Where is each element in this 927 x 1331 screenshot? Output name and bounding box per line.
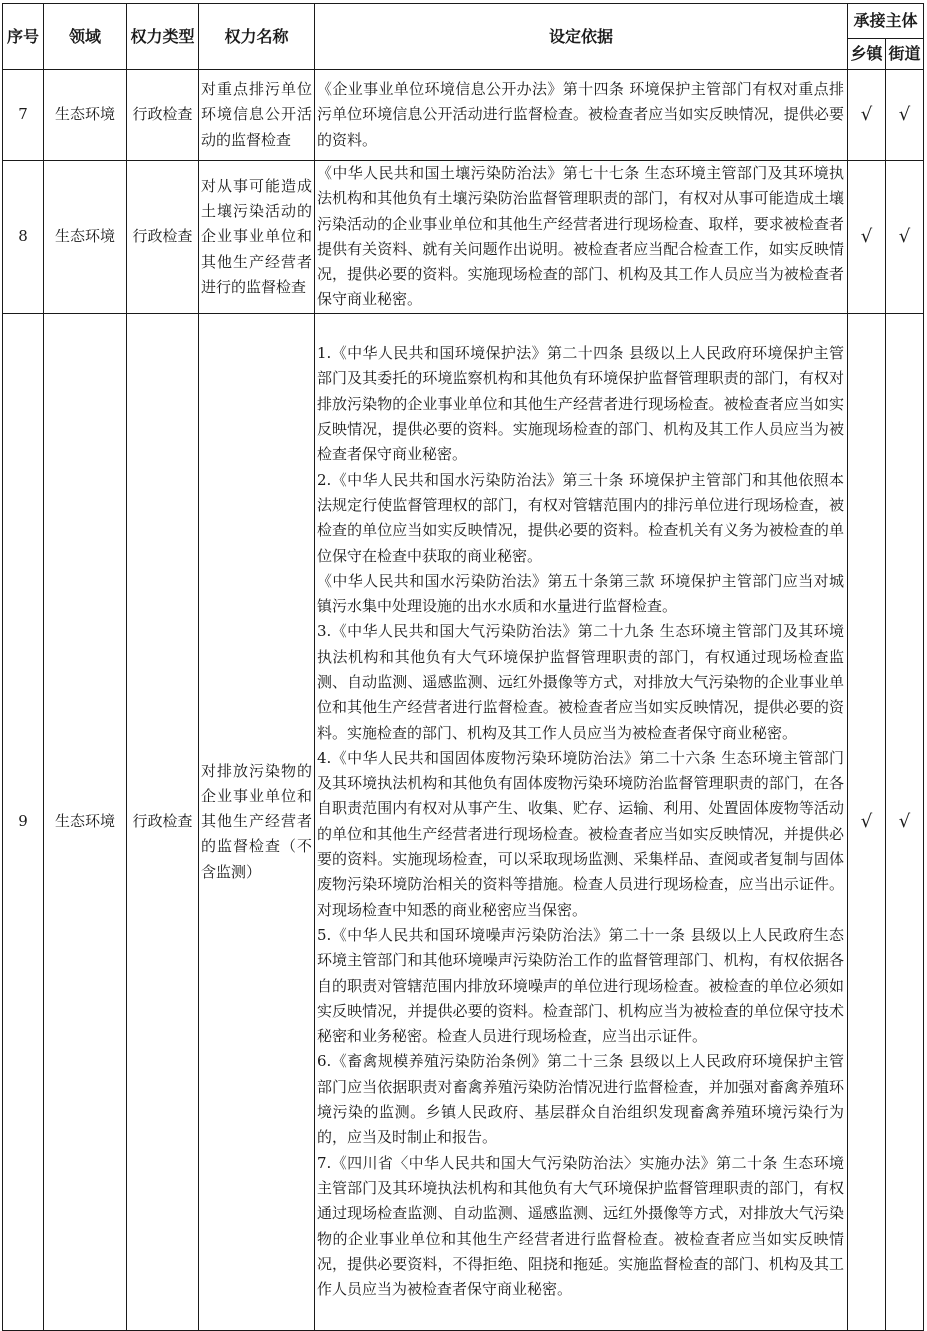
township-check: √ (848, 313, 886, 1330)
basis-paragraph: 4.《中华人民共和国固体废物污染环境防治法》第二十六条 生态环境主管部门及其环境执法机构和其他负有固体废物污染环境防治监督管理职责的部门，在各自职责范围内有权对从事产生、收集、贮存、运输、利用、处置固体废物等活动的单位和其他生产经营者进行现场检查。被检查者应当如实反映情况，并提供必要的资料。实施现场检查，可以采取现场监测、采集样品、查阅或者复制与固体废物污染环境防治相关的资料等措施。检查人员进行现场检查，应当出示证件。对现场检查中知悉的商业秘密应当保密。 (317, 748, 844, 919)
power-list-table (2, 3, 924, 1331)
table-row (3, 313, 924, 1330)
row-power-name: 对排放污染物的企业事业单位和其他生产经营者的监督检查（不含监测） (199, 313, 315, 1330)
row-basis (315, 313, 848, 1330)
street-check: √ (886, 161, 924, 314)
street-check: √ (886, 70, 924, 161)
header-township: 乡镇 (848, 39, 886, 70)
row-field: 生态环境 (44, 313, 127, 1330)
header-name: 权力名称 (199, 4, 315, 70)
row-type: 行政检查 (127, 70, 199, 161)
row-seq: 9 (3, 313, 44, 1330)
row-basis (315, 161, 848, 314)
basis-paragraph: 3.《中华人民共和国大气污染防治法》第二十九条 生态环境主管部门及其环境执法机构和其他负有大气环境保护监督管理职责的部门，有权通过现场检查监测、自动监测、遥感监测、远红外摄像等方式，对排放大气污染物的企业事业单位和其他生产经营者进行监督检查。被检查者应当如实反映情况，提供必要的资料。实施检查的部门、机构及其工作人员应当为被检查者保守商业秘密。 (317, 622, 844, 742)
table-row (3, 70, 924, 161)
basis-paragraph: 1.《中华人民共和国环境保护法》第二十四条 县级以上人民政府环境保护主管部门及其委托的环境监察机构和其他负有环境保护监督管理职责的部门，有权对排放污染物的企业事业单位和其他生产经营者进行现场检查。被检查者应当如实反映情况，提供必要的资料。实施现场检查的部门、机构及其工作人员应当为被检查者保守商业秘密。 (317, 344, 844, 464)
row-basis (315, 70, 848, 161)
row-seq: 7 (3, 70, 44, 161)
row-seq: 8 (3, 161, 44, 314)
basis-paragraph: 7.《四川省〈中华人民共和国大气污染防治法〉实施办法》第二十条 生态环境主管部门及其环境执法机构和其他负有大气环境保护监督管理职责的部门，有权通过现场检查监测、自动监测、遥感监测、远红外摄像等方式，对排放大气污染物的企业事业单位和其他生产经营者进行监督检查。被检查者应当如实反映情况，提供必要资料，不得拒绝、阻挠和拖延。实施监督检查的部门、机构及其工作人员应当为被检查者保守商业秘密。 (317, 1153, 844, 1299)
header-street: 街道 (886, 39, 924, 70)
basis-paragraph: 6.《畜禽规模养殖污染防治条例》第二十三条 县级以上人民政府环境保护主管部门应当依据职责对畜禽养殖污染防治情况进行监督检查，并加强对畜禽养殖环境污染的监测。乡镇人民政府、基层群众自治组织发现畜禽养殖环境污染行为的，应当及时制止和报告。 (317, 1052, 844, 1147)
header-basis: 设定依据 (315, 4, 848, 70)
township-check: √ (848, 161, 886, 314)
township-check: √ (848, 70, 886, 161)
row-field: 生态环境 (44, 70, 127, 161)
row-type: 行政检查 (127, 313, 199, 1330)
header-field: 领域 (44, 4, 127, 70)
table-row (3, 161, 924, 314)
row-type: 行政检查 (127, 161, 199, 314)
row-field: 生态环境 (44, 161, 127, 314)
row-power-name: 对重点排污单位环境信息公开活动的监督检查 (199, 70, 315, 161)
street-check: √ (886, 313, 924, 1330)
header-row (3, 4, 924, 39)
basis-paragraph: 《中华人民共和国土壤污染防治法》第七十七条 生态环境主管部门及其环境执法机构和其他负有土壤污染防治监督管理职责的部门，有权对从事可能造成土壤污染活动的企业事业单位和其他生产经营者进行现场检查、取样，要求被检查者提供有关资料、就有关问题作出说明。被检查者应当配合检查工作，如实反映情况，提供必要的资料。实施现场检查的部门、机构及其工作人员应当为被检查者保守商业秘密。 (317, 164, 844, 309)
basis-paragraph: 《中华人民共和国水污染防治法》第五十条第三款 环境保护主管部门应当对城镇污水集中处理设施的出水水质和水量进行监督检查。 (317, 571, 844, 616)
basis-paragraph: 《企业事业单位环境信息公开办法》第十四条 环境保护主管部门有权对重点排污单位环境信息公开活动进行监督检查。被检查者应当如实反映情况，提供必要的资料。 (317, 80, 844, 149)
header-type: 权力类型 (127, 4, 199, 70)
row-power-name: 对从事可能造成土壤污染活动的企业事业单位和其他生产经营者进行的监督检查 (199, 161, 315, 314)
header-subject: 承接主体 (848, 4, 924, 39)
basis-paragraph: 2.《中华人民共和国水污染防治法》第三十条 环境保护主管部门和其他依照本法规定行使监督管理权的部门，有权对管辖范围内的排污单位进行现场检查，被检查的单位应当如实反映情况，提供必要的资料。检查机关有义务为被检查的单位保守在检查中获取的商业秘密。 (317, 470, 844, 565)
basis-paragraph: 5.《中华人民共和国环境噪声污染防治法》第二十一条 县级以上人民政府生态环境主管部门和其他环境噪声污染防治工作的监督管理部门、机构，有权依据各自的职责对管辖范围内排放环境噪声的单位进行现场检查。被检查的单位必须如实反映情况，并提供必要的资料。检查部门、机构应当为被检查的单位保守技术秘密和业务秘密。检查人员进行现场检查，应当出示证件。 (317, 925, 844, 1046)
header-seq: 序号 (3, 4, 44, 70)
